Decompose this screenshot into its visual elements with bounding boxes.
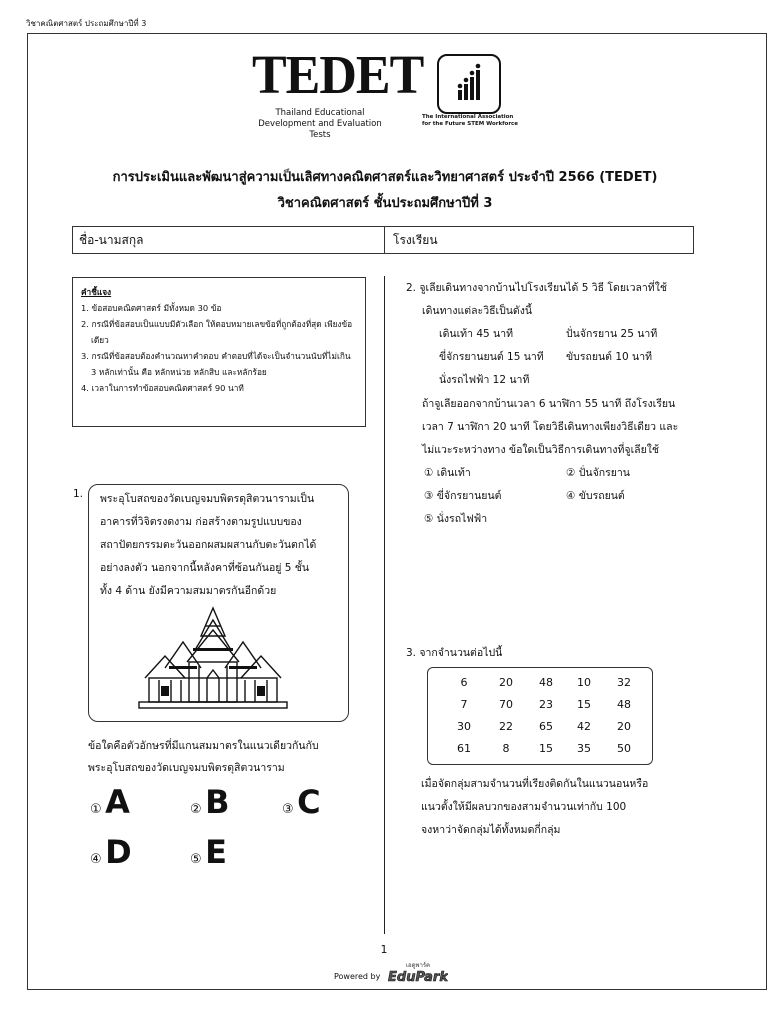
grid-cell: 10 bbox=[577, 676, 591, 689]
grid-cell: 20 bbox=[617, 720, 631, 733]
q1-choice-e[interactable] bbox=[190, 833, 228, 871]
grid-cell: 15 bbox=[577, 698, 591, 711]
grid-cell: 61 bbox=[457, 742, 471, 755]
choice-number: ③ bbox=[282, 802, 294, 817]
q2-mode: นั่งรถไฟฟ้า 12 นาที bbox=[439, 374, 530, 386]
q2-choice-1[interactable]: ① เดินเท้า bbox=[424, 467, 471, 479]
grid-cell: 65 bbox=[539, 720, 553, 733]
choice-letter: B bbox=[205, 783, 230, 821]
q2-line: 2. จูเลียเดินทางจากบ้านไปโรงเรียนได้ 5 วิธี โดยเวลาที่ใช้ bbox=[406, 282, 667, 294]
q3-line: แนวตั้งให้มีผลบวกของสามจำนวนเท่ากับ 100 bbox=[421, 801, 627, 813]
grid-cell: 42 bbox=[577, 720, 591, 733]
q1-passage-line: อย่างลงตัว นอกจากนี้หลังคาที่ซ้อนกันอยู่ 5 ชั้น bbox=[100, 562, 310, 574]
tedet-sub-line2: Development and Evaluation Tests bbox=[258, 119, 382, 140]
instruction-item: 4. เวลาในการทำข้อสอบคณิตศาสตร์ 90 นาที bbox=[81, 383, 244, 393]
grid-cell: 35 bbox=[577, 742, 591, 755]
q3-line: เมื่อจัดกลุ่มสามจำนวนที่เรียงติดกันในแนวนอนหรือ bbox=[421, 778, 649, 790]
q1-choice-a[interactable] bbox=[90, 783, 130, 821]
q1-question-line: ข้อใดคือตัวอักษรที่มีแกนสมมาตรในแนวเดียวกันกับ bbox=[88, 740, 319, 752]
q1-choice-d[interactable] bbox=[90, 833, 132, 871]
choice-number: ⑤ bbox=[190, 852, 202, 867]
grid-cell: 15 bbox=[539, 742, 553, 755]
tedet-sub-line1: Thailand Educational bbox=[275, 108, 365, 118]
q1-passage-line: ทั้ง 4 ด้าน ยังมีความสมมาตรกันอีกด้วย bbox=[100, 585, 277, 597]
grid-cell: 22 bbox=[499, 720, 513, 733]
choice-letter: D bbox=[105, 833, 132, 871]
q2-mode: ปั่นจักรยาน 25 นาที bbox=[566, 328, 658, 340]
column-divider bbox=[384, 276, 385, 934]
q1-passage-line: สถาปัตยกรรมตะวันออกผสมผสานกับตะวันตกได้ bbox=[100, 539, 317, 551]
stem-logo-icon bbox=[437, 54, 501, 114]
grid-cell: 32 bbox=[617, 676, 631, 689]
q3-title: 3. จากจำนวนต่อไปนี้ bbox=[406, 647, 503, 659]
instruction-item: 1. ข้อสอบคณิตศาสตร์ มีทั้งหมด 30 ข้อ bbox=[81, 303, 222, 313]
q2-mode: ขี่จักรยานยนต์ 15 นาที bbox=[439, 351, 544, 363]
q1-number: 1. bbox=[73, 488, 84, 500]
edupark-logo-text: EduPark bbox=[388, 970, 448, 985]
exam-title-line2: วิชาคณิตศาสตร์ ชั้นประถมศึกษาปีที่ 3 bbox=[277, 196, 493, 211]
subject-header: วิชาคณิตศาสตร์ ประถมศึกษาปีที่ 3 bbox=[26, 19, 147, 28]
q2-choice-3[interactable]: ③ ขี่จักรยานยนต์ bbox=[424, 490, 502, 502]
instruction-item: 2. กรณีที่ข้อสอบเป็นแบบมีตัวเลือก ให้ตอบหมายเลขข้อที่ถูกต้องที่สุด เพียงข้อเดียว bbox=[81, 319, 353, 345]
choice-letter: A bbox=[105, 783, 130, 821]
q2-modes bbox=[406, 323, 706, 393]
edupark-logo-small: เอดูพาร์ค bbox=[405, 962, 431, 969]
stem-line1: The International Association bbox=[422, 114, 514, 120]
instructions-title: คำชี้แจง bbox=[81, 287, 112, 297]
choice-number: ② bbox=[190, 802, 202, 817]
grid-cell: 6 bbox=[460, 676, 468, 689]
powered-by-label: Powered by bbox=[334, 972, 381, 981]
school-field[interactable]: โรงเรียน bbox=[393, 233, 438, 247]
q2-body-line: เวลา 7 นาฬิกา 20 นาที โดยวิธีเดินทางเพียงวิธีเดียว และ bbox=[422, 421, 679, 433]
q1-passage-line: อาคารที่วิจิตรงดงาม ก่อสร้างตามรูปแบบของ bbox=[100, 516, 302, 528]
tedet-logo-subtitle bbox=[252, 108, 388, 141]
q1-question bbox=[88, 735, 378, 779]
choice-letter: E bbox=[205, 833, 228, 871]
grid-cell: 70 bbox=[499, 698, 513, 711]
q3-number-grid bbox=[427, 667, 653, 765]
q2-body-line: ถ้าจูเลียออกจากบ้านเวลา 6 นาฬิกา 55 นาที ถึงโรงเรียน bbox=[422, 398, 676, 410]
instruction-item: 3. กรณีที่ข้อสอบต้องคำนวณหาคำตอบ คำตอบที่ได้จะเป็นจำนวนนับที่ไม่เกิน 3 หลักเท่านั้น คือ หลักหน่วย หลักสิบ และหลักร้อย bbox=[81, 351, 351, 377]
student-info-row bbox=[72, 226, 694, 254]
grid-cell: 7 bbox=[460, 698, 468, 711]
choice-number: ① bbox=[90, 802, 102, 817]
choice-letter: C bbox=[297, 783, 321, 821]
q1-question-line: พระอุโบสถของวัดเบญจมบพิตรดุสิตวนาราม bbox=[88, 762, 285, 774]
q2-choice-5[interactable]: ⑤ นั่งรถไฟฟ้า bbox=[424, 513, 488, 525]
grid-cell: 48 bbox=[617, 698, 631, 711]
q1-passage-line: พระอุโบสถของวัดเบญจมบพิตรดุสิตวนารามเป็น bbox=[100, 493, 315, 505]
instructions-box bbox=[72, 277, 366, 427]
q2-block bbox=[406, 277, 706, 532]
q3-line: จงหาว่าจัดกลุ่มได้ทั้งหมดกี่กลุ่ม bbox=[421, 824, 561, 836]
grid-cell: 48 bbox=[539, 676, 553, 689]
q2-body bbox=[406, 393, 706, 462]
grid-cell: 50 bbox=[617, 742, 631, 755]
edupark-logo bbox=[388, 960, 448, 986]
q2-line: เดินทางแต่ละวิธีเป็นดังนี้ bbox=[422, 305, 533, 317]
choice-number: ④ bbox=[90, 852, 102, 867]
q2-choices bbox=[406, 462, 706, 532]
q1-choice-c[interactable] bbox=[282, 783, 321, 821]
name-field[interactable]: ชื่อ-นามสกุล bbox=[73, 227, 385, 253]
q2-choice-2[interactable]: ② ปั่นจักรยาน bbox=[566, 467, 630, 479]
q2-mode: เดินเท้า 45 นาที bbox=[439, 328, 514, 340]
q3-question bbox=[421, 773, 711, 842]
grid-cell: 30 bbox=[457, 720, 471, 733]
grid-cell: 20 bbox=[499, 676, 513, 689]
q2-choice-4[interactable]: ④ ขับรถยนต์ bbox=[566, 490, 625, 502]
page-number: 1 bbox=[380, 943, 388, 956]
q2-body-line: ไม่แวะระหว่างทาง ข้อใดเป็นวิธีการเดินทางที่จูเลียใช้ bbox=[422, 444, 659, 456]
temple-illustration bbox=[135, 606, 291, 710]
exam-title bbox=[60, 165, 710, 217]
q2-mode: ขับรถยนต์ 10 นาที bbox=[566, 351, 653, 363]
q1-choice-b[interactable] bbox=[190, 783, 230, 821]
q1-passage bbox=[100, 488, 345, 603]
grid-cell: 8 bbox=[502, 742, 510, 755]
stem-line2: for the Future STEM Workforce bbox=[422, 121, 519, 127]
stem-logo-text bbox=[422, 114, 522, 128]
tedet-logo: TEDET bbox=[252, 45, 424, 106]
grid-cell: 23 bbox=[539, 698, 553, 711]
exam-title-line1: การประเมินและพัฒนาสู่ความเป็นเลิศทางคณิตศาสตร์และวิทยาศาสตร์ ประจำปี 2566 (TEDET) bbox=[112, 170, 658, 185]
